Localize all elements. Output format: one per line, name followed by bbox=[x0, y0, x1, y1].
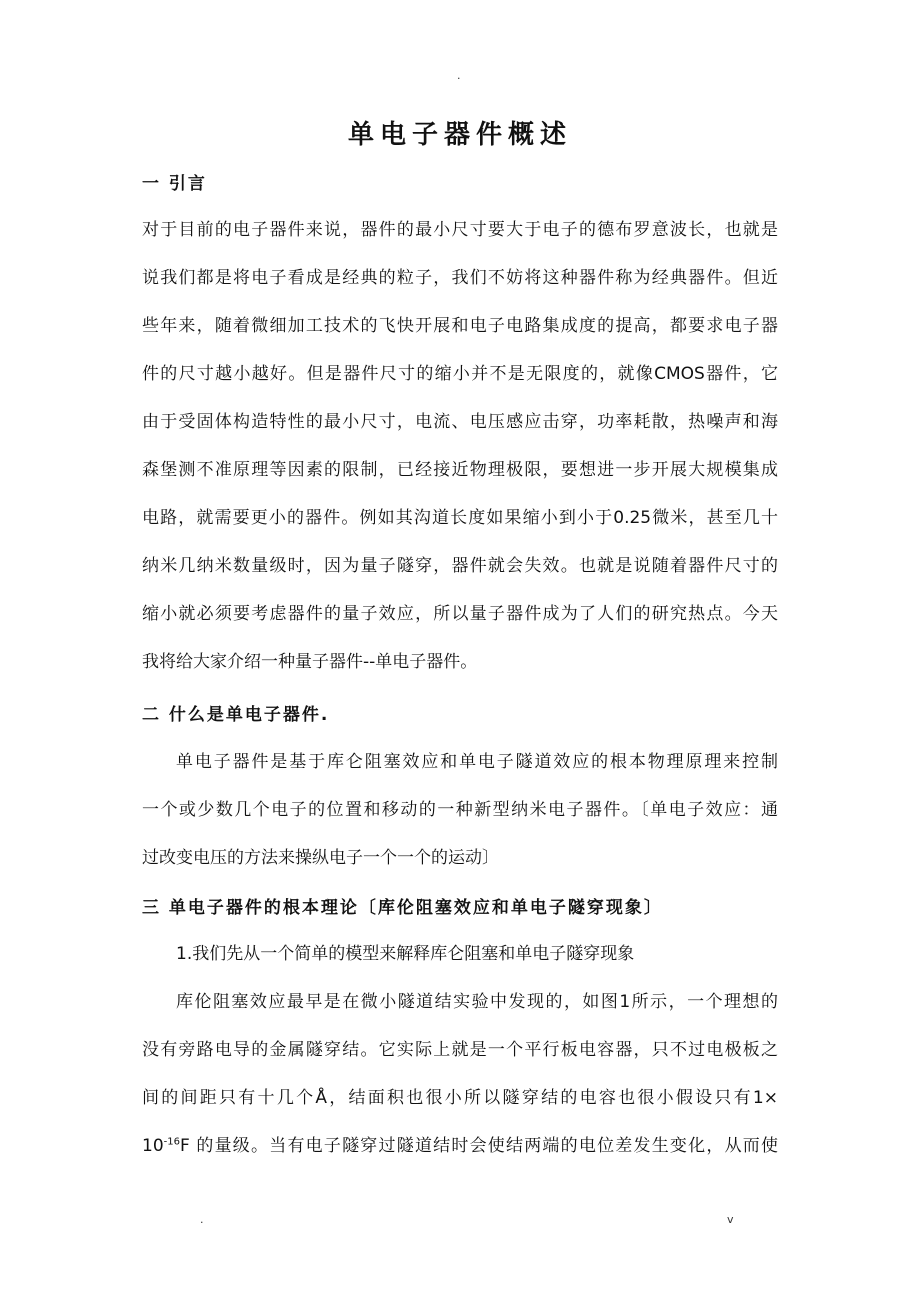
paragraph-line: 缩小就必须要考虑器件的量子效应，所以量子器件成为了人们的研究热点。今天 bbox=[142, 604, 778, 624]
paragraph-line: 件的尺寸越小越好。但是器件尺寸的缩小并不是无限度的，就像CMOS器件，它 bbox=[142, 364, 778, 384]
section-heading-1: 一 引言 bbox=[142, 174, 207, 194]
paragraph-line: 我将给大家介绍一种量子器件--单电子器件。 bbox=[142, 652, 478, 672]
paragraph-line: 一个或少数几个电子的位置和移动的一种新型纳米电子器件。〔单电子效应：通 bbox=[142, 800, 778, 820]
section-heading-2: 二 什么是单电子器件. bbox=[142, 705, 330, 725]
paragraph-line: 间的间距只有十几个Å，结面积也很小所以隧穿结的电容也很小假设只有1× bbox=[142, 1088, 778, 1108]
paragraph-line: 对于目前的电子器件来说，器件的最小尺寸要大于电子的德布罗意波长，也就是 bbox=[142, 220, 778, 240]
header-dot: . bbox=[457, 69, 461, 82]
paragraph-line: 森堡测不准原理等因素的限制，已经接近物理极限，要想进一步开展大规模集成 bbox=[142, 460, 778, 480]
footer-dot: . bbox=[200, 1213, 204, 1226]
paragraph-line: 库伦阻塞效应最早是在微小隧道结实验中发现的，如图1所示，一个理想的 bbox=[176, 992, 778, 1012]
subsection-line: 1.我们先从一个简单的模型来解释库仑阻塞和单电子隧穿现象 bbox=[176, 944, 635, 964]
footer-v-mark: v bbox=[727, 1213, 734, 1226]
section-heading-3: 三 单电子器件的根本理论〔库伦阻塞效应和单电子隧穿现象〕 bbox=[142, 898, 663, 918]
paragraph-line: 纳米几纳米数量级时，因为量子隧穿，器件就会失效。也就是说随着器件尺寸的 bbox=[142, 556, 778, 576]
paragraph-line: 没有旁路电导的金属隧穿结。它实际上就是一个平行板电容器，只不过电极板之 bbox=[142, 1040, 778, 1060]
paragraph-line-with-exponent bbox=[142, 1134, 778, 1158]
paragraph-line: 单电子器件是基于库仑阻塞效应和单电子隧道效应的根本物理原理来控制 bbox=[176, 752, 778, 772]
paragraph-line: 由于受固体构造特性的最小尺寸，电流、电压感应击穿，功率耗散，热噪声和海 bbox=[142, 412, 778, 432]
paragraph-line: 说我们都是将电子看成是经典的粒子，我们不妨将这种器件称为经典器件。但近 bbox=[142, 268, 778, 288]
paragraph-line: 些年来，随着微细加工技术的飞快开展和电子电路集成度的提高，都要求电子器 bbox=[142, 316, 778, 336]
paragraph-line: 电路，就需要更小的器件。例如其沟道长度如果缩小到小于0.25微米，甚至几十 bbox=[142, 508, 778, 528]
paragraph-line: 过改变电压的方法来操纵电子一个一个的运动〕 bbox=[142, 848, 499, 868]
exponent-superscript: -16 bbox=[163, 1136, 180, 1148]
page-title: 单电子器件概述 bbox=[347, 120, 572, 150]
exponent-base: 10 bbox=[142, 1136, 164, 1156]
exponent-rest: F 的量级。当有电子隧穿过隧道结时会使结两端的电位差发生变化，从而使 bbox=[179, 1136, 778, 1156]
